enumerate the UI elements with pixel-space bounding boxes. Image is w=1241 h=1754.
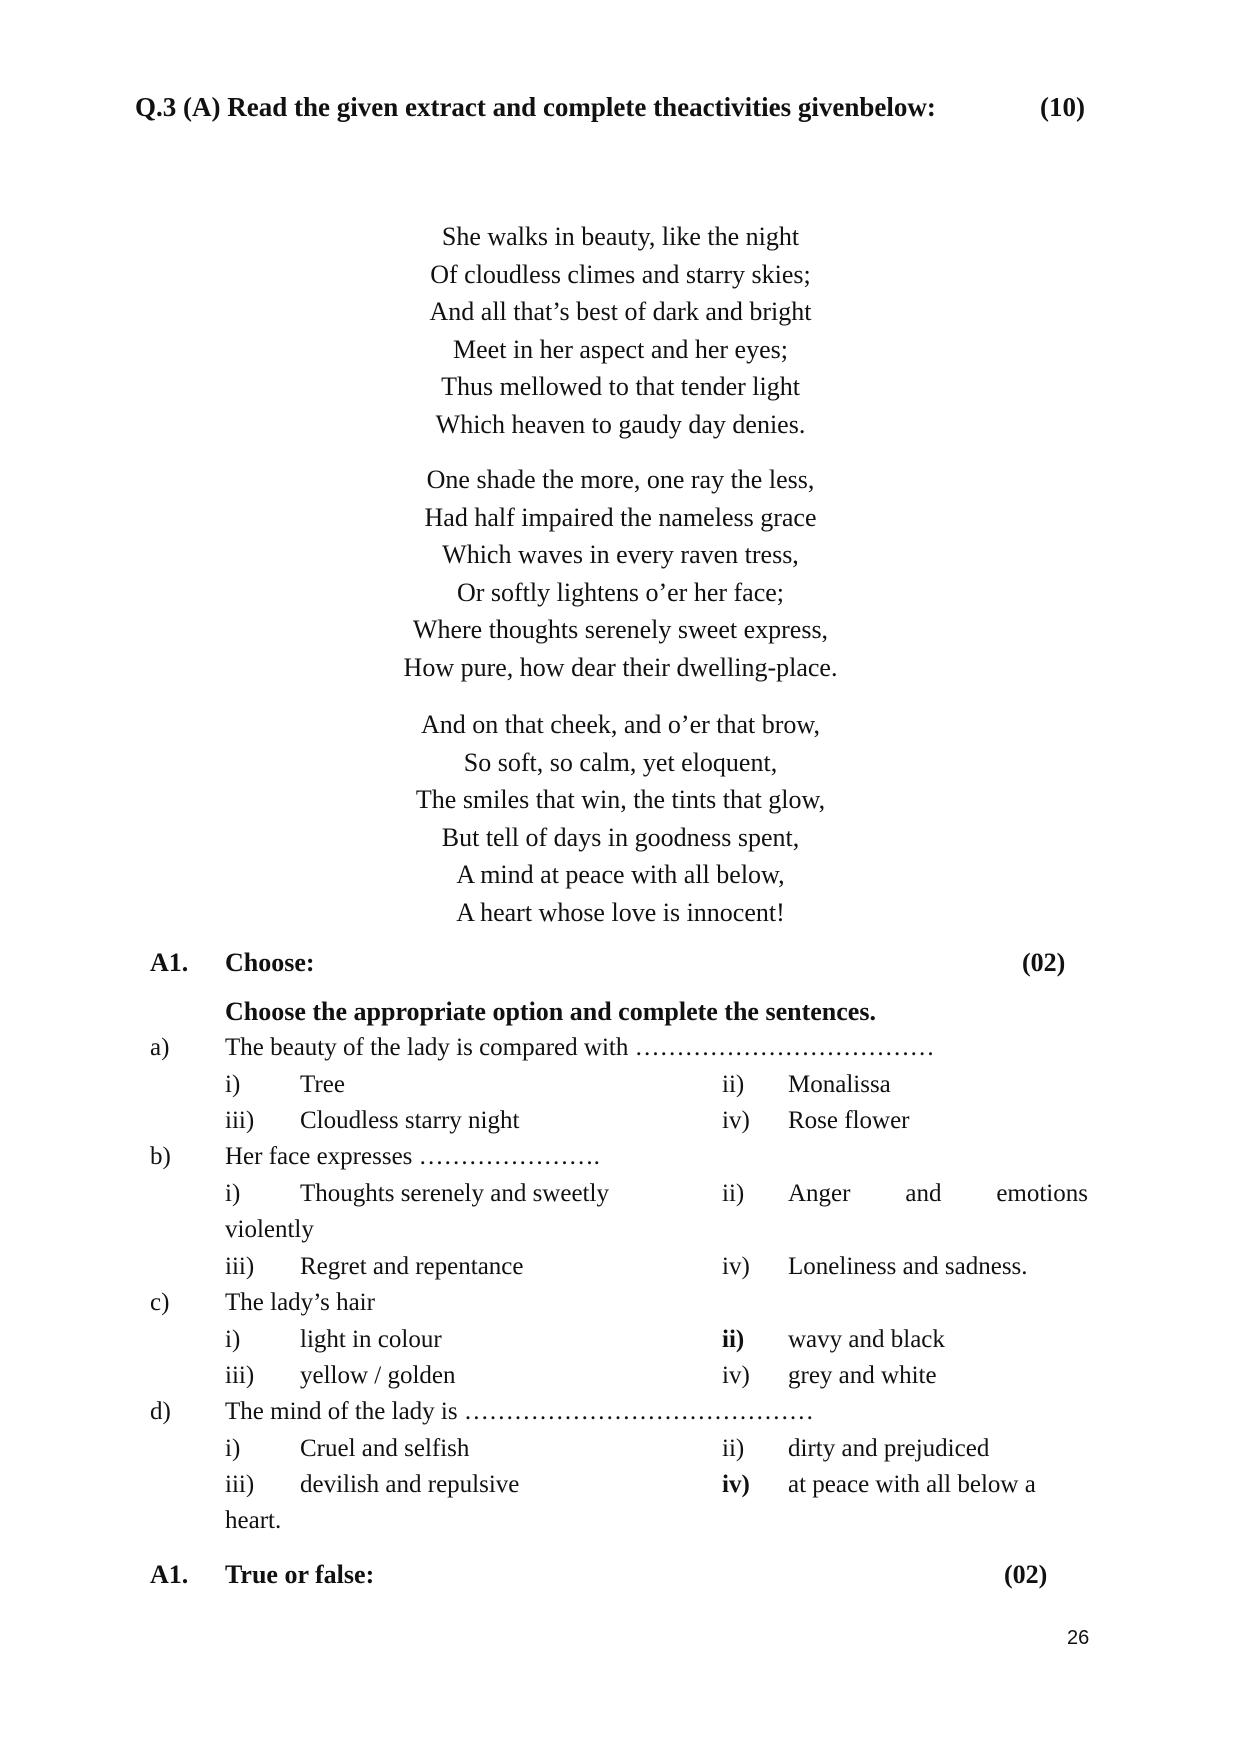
option-word: Anger (788, 1180, 851, 1207)
option-text: at peace with all below a (788, 1471, 1036, 1498)
poem-line: But tell of days in goodness spent, (441, 822, 800, 852)
option-text: dirty and prejudiced (788, 1435, 990, 1462)
option-text: Thoughts serenely and sweetly (300, 1180, 609, 1207)
option-number: i) (225, 1326, 241, 1353)
option-text: yellow / golden (300, 1362, 456, 1389)
item-a-stem: The beauty of the lady is compared with ……………………………… (225, 1034, 935, 1061)
item-d-letter: d) (150, 1398, 171, 1425)
poem-line: Meet in her aspect and her eyes; (453, 334, 788, 364)
poem-line: The smiles that win, the tints that glow, (415, 785, 826, 815)
option-text: light in colour (300, 1326, 442, 1353)
option-text: Cruel and selfish (300, 1435, 470, 1462)
poem-stanza-1 (0, 218, 1241, 444)
item-c-options-row-1 (0, 1326, 1241, 1362)
option-text: Tree (300, 1071, 345, 1098)
option-number: ii) (722, 1180, 745, 1207)
option-number: iv) (722, 1362, 750, 1389)
option-number: iii) (225, 1362, 255, 1389)
item-d-options-row-1 (0, 1435, 1241, 1471)
a1-true-false-title: True or false: (225, 1560, 375, 1589)
option-number: iv) (722, 1107, 750, 1134)
option-text: devilish and repulsive (300, 1471, 520, 1498)
poem-line: How pure, how dear their dwelling-place. (403, 652, 838, 682)
question-marks: (10) (1040, 92, 1085, 122)
option-number: iv) (722, 1471, 750, 1498)
option-number: ii) (722, 1071, 745, 1098)
option-word: emotions (996, 1180, 1088, 1207)
poem-line: A heart whose love is innocent! (456, 897, 785, 927)
item-b-options-row-2 (0, 1253, 1241, 1289)
option-text: Loneliness and sadness. (788, 1253, 1028, 1280)
option-text: Rose flower (788, 1107, 910, 1134)
option-number: iii) (225, 1107, 255, 1134)
item-d-options-row-2 (0, 1471, 1241, 1507)
poem-line: And on that cheek, and o’er that brow, (420, 710, 820, 739)
page-number: 26 (1067, 1627, 1090, 1649)
item-b-stem: Her face expresses …………………. (225, 1143, 600, 1170)
option-number: ii) (722, 1326, 745, 1353)
poem-line: Which heaven to gaudy day denies. (435, 409, 806, 439)
option-number: ii) (722, 1435, 745, 1462)
item-b-letter: b) (150, 1143, 171, 1170)
item-a-options-row-1 (0, 1071, 1241, 1107)
poem-line: And all that’s best of dark and bright (429, 297, 812, 327)
a1-choose-marks: (02) (1022, 948, 1066, 977)
poem-line: Thus mellowed to that tender light (441, 372, 800, 402)
poem-stanza-3 (0, 706, 1241, 932)
option-text: grey and white (788, 1362, 937, 1389)
option-text: Cloudless starry night (300, 1107, 520, 1134)
poem-line: Which waves in every raven tress, (442, 540, 799, 570)
option-text: wavy and black (788, 1326, 945, 1353)
a1-true-false-marks: (02) (1004, 1560, 1048, 1589)
a1-choose-instruction: Choose the appropriate option and complete the sentences. (225, 997, 876, 1026)
poem-line: One shade the more, one ray the less, (426, 465, 815, 494)
a1-choose-title: Choose: (225, 948, 315, 977)
poem-line: Where thoughts serenely sweet express, (412, 615, 829, 645)
item-a-letter: a) (150, 1034, 170, 1061)
poem-line: Or softly lightens o’er her face; (456, 577, 785, 607)
option-number: i) (225, 1435, 241, 1462)
option-text: Monalissa (788, 1071, 891, 1098)
poem-line: Had half impaired the nameless grace (424, 502, 817, 532)
item-b-options-row-1 (0, 1180, 1241, 1216)
option-number: i) (225, 1180, 241, 1207)
poem-stanza-2 (0, 461, 1241, 687)
poem-line: Of cloudless climes and starry skies; (430, 259, 811, 289)
a1-choose-label: A1. (150, 948, 189, 977)
option-wrap-text: violently (225, 1216, 314, 1243)
option-wrap-text: heart. (225, 1507, 282, 1534)
item-c-stem: The lady’s hair (225, 1289, 375, 1316)
item-a-options-row-2 (0, 1107, 1241, 1143)
item-c-options-row-2 (0, 1362, 1241, 1398)
question-heading: Q.3 (A) Read the given extract and complete theactivities givenbelow: (135, 92, 936, 122)
item-c-letter: c) (150, 1289, 170, 1316)
option-text (788, 1180, 1088, 1208)
option-number: i) (225, 1071, 241, 1098)
poem-line: So soft, so calm, yet eloquent, (463, 747, 778, 777)
poem-line: A mind at peace with all below, (456, 860, 785, 890)
option-text: Regret and repentance (300, 1253, 524, 1280)
option-number: iv) (722, 1253, 750, 1280)
item-d-stem: The mind of the lady is …………………………………… (225, 1398, 814, 1425)
a1-true-false-label: A1. (150, 1560, 189, 1589)
option-number: iii) (225, 1253, 255, 1280)
poem-line: She walks in beauty, like the night (441, 222, 800, 251)
option-number: iii) (225, 1471, 255, 1498)
option-word: and (905, 1180, 942, 1207)
